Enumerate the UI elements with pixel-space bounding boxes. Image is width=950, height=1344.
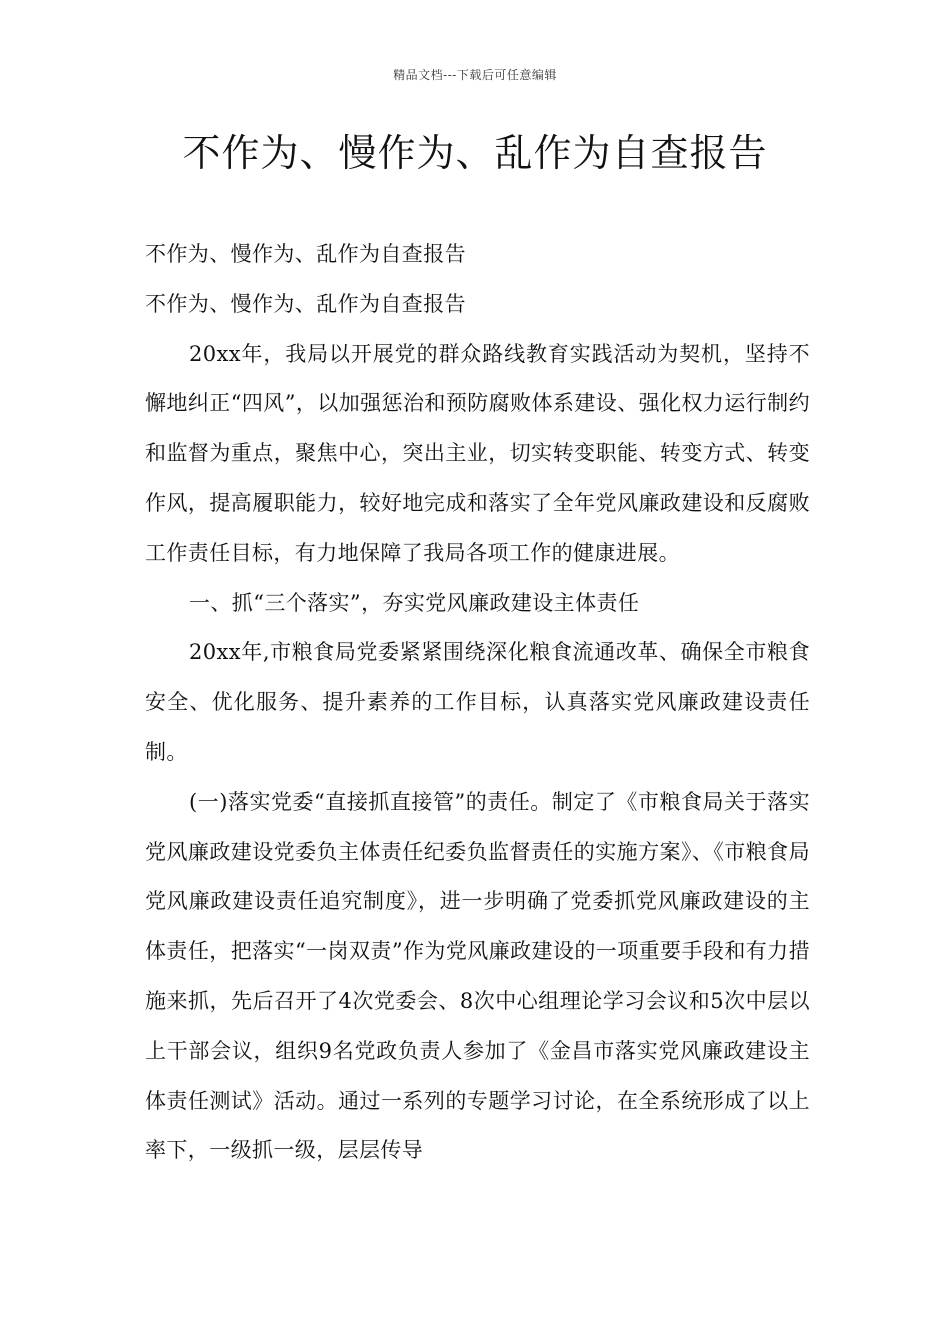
paragraph-section-1: 20xx年,市粮食局党委紧紧围绕深化粮食流通改革、确保全市粮食安全、优化服务、提升素养的工作目标，认真落实党风廉政建设责任制。 [145,640,810,764]
paragraph-subtitle-2: 不作为、慢作为、乱作为自查报告 [145,291,466,316]
paragraph-subsection-1: (一)落实党委“直接抓直接管”的责任。制定了《市粮食局关于落实党风廉政建设党委负主体责任纪委负监督责任的实施方案》、《市粮食局党风廉政建设责任追究制度》，进一步明确了党委抓党风廉政建设的主体责任，把落实“一岗双责”作为党风廉政建设的一项重要手段和有力措施来抓，先后召开了4次党委会、8次中心组理论学习会议和5次中层以上干部会议，组织9名党政负责人参加了《金昌市落实党风廉政建设主体责任测试》活动。通过一系列的专题学习讨论，在全系统形成了以上率下，一级抓一级，层层传导 [145,789,810,1163]
document-body [145,230,810,1176]
paragraph-intro: 20xx年，我局以开展党的群众路线教育实践活动为契机，坚持不懈地纠正“四风”，以加强惩治和预防腐败体系建设、强化权力运行制约和监督为重点，聚焦中心，突出主业，切实转变职能、转变方式、转变作风，提高履职能力，较好地完成和落实了全年党风廉政建设和反腐败工作责任目标，有力地保障了我局各项工作的健康进展。 [145,341,810,565]
paragraph-subtitle-1: 不作为、慢作为、乱作为自查报告 [145,242,466,266]
section-heading-1: 一、抓“三个落实”，夯实党风廉政建设主体责任 [189,590,640,615]
document-title: 不作为、慢作为、乱作为自查报告 [182,131,768,175]
header-note: 精品文档---下载后可任意编辑 [393,68,557,82]
